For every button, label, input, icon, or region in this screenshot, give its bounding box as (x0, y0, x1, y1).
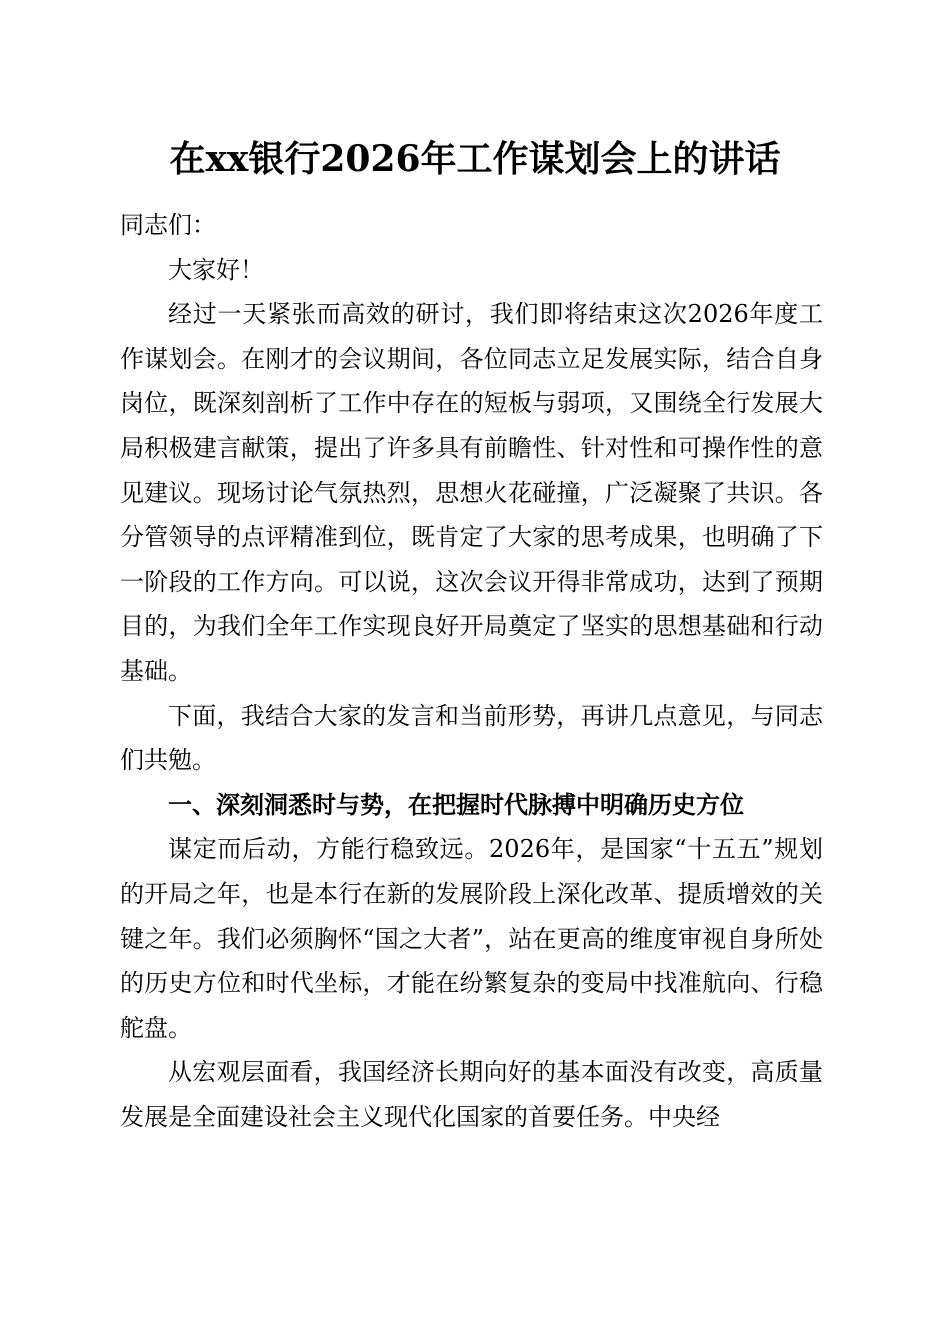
section-1-paragraph-1: 谋定而后动，方能行稳致远。2026年，是国家“十五五”规划的开局之年，也是本行在新的发展阶段上深化改革、提质增效的关键之年。我们必须胸怀“国之大者”，站在更高的维度审视自身所处的历史方位和时代坐标，才能在纷繁复杂的变局中找准航向、行稳舵盘。 (120, 835, 823, 1042)
paragraph-2: 下面，我结合大家的发言和当前形势，再讲几点意见，与同志们共勉。 (120, 701, 823, 775)
greeting: 大家好！ (168, 255, 264, 284)
section-heading-1: 一、深刻洞悉时与势，在把握时代脉搏中明确历史方位 (168, 790, 744, 819)
salutation: 同志们： (120, 211, 216, 239)
paragraph-1: 经过一天紧张而高效的研讨，我们即将结束这次2026年度工作谋划会。在刚才的会议期间，各位同志立足发展实际，结合自身岗位，既深刻剖析了工作中存在的短板与弱项，又围绕全行发展大局积极建言献策，提出了许多具有前瞻性、针对性和可操作性的意见建议。现场讨论气氛热烈，思想火花碰撞，广泛凝聚了共识。各分管领导的点评精准到位，既肯定了大家的思考成果，也明确了下一阶段的工作方向。可以说，这次会议开得非常成功，达到了预期目的，为我们全年工作实现良好开局奠定了坚实的思想基础和行动基础。 (120, 300, 823, 685)
document-body (120, 203, 823, 1139)
document-title: 在xx银行2026年工作谋划会上的讲话 (169, 138, 781, 180)
section-1-paragraph-2: 从宏观层面看，我国经济长期向好的基本面没有改变，高质量发展是全面建设社会主义现代化国家的首要任务。中央经 (120, 1058, 823, 1131)
